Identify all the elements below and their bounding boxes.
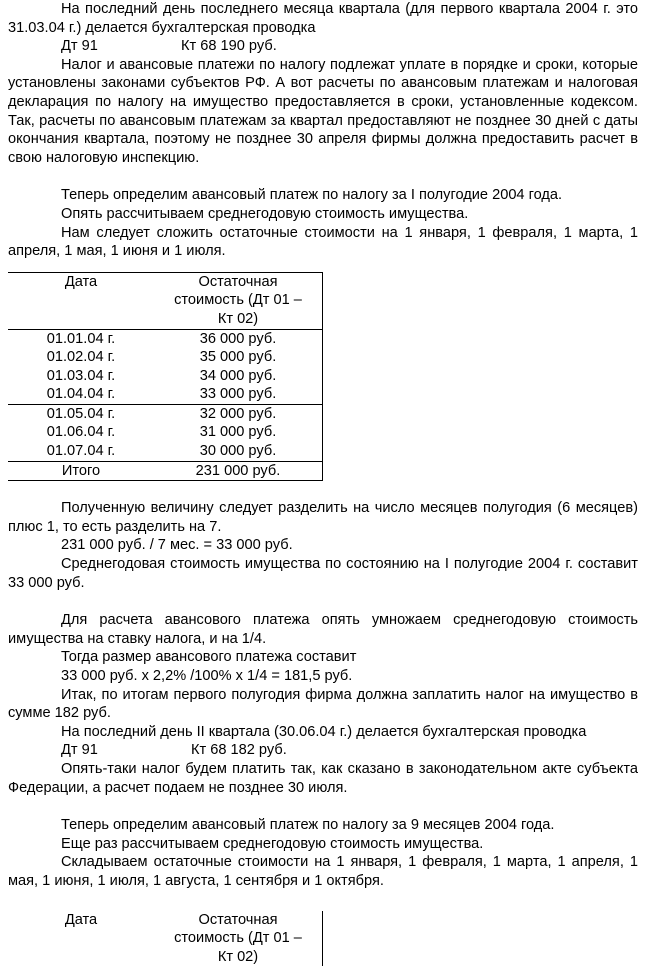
row-date: 01.06.04 г. <box>46 424 116 441</box>
posting-entry-q1 <box>8 37 638 56</box>
residual-value-table <box>8 272 323 482</box>
paragraph-recalc: Опять рассчитываем среднегодовую стоимость имущества. <box>61 205 469 222</box>
paragraph-half-year-total: Итак, по итогам первого полугодия фирма должна заплатить налог на имущество в сумме 182 руб. <box>8 686 638 722</box>
paragraph-payment-terms: Налог и авансовые платежи по налогу подлежат уплате в порядке и сроки, которые установлены законами субъектов РФ. А вот расчеты по авансовым платежам и налоговая декларация по налогу на имущество предоставляется в сроки, установленные кодексом. Так, расчеты по авансовым платежам за квартал предоставляют не позднее 30 дней с даты окончания квартала, поэтому не позднее 30 апреля фирмы должна предоставить расчет в свою налоговую инспекцию. <box>8 56 638 166</box>
table-total-row <box>8 461 323 481</box>
paragraph-sum-values-9m: Складываем остаточные стоимости на 1 января, 1 февраля, 1 марта, 1 апреля, 1 мая, 1 июня, 1 июля, 1 августа, 1 сентября и 1 октября. <box>8 854 638 889</box>
row-value: 32 000 руб. <box>199 405 277 422</box>
paragraph-posting-q2: На последний день II квартала (30.06.04 г.) делается бухгалтерская проводка <box>61 723 587 740</box>
spacer <box>8 592 638 611</box>
paragraph-posting-q1: На последний день последнего месяца квартала (для первого квартала 2004 г. это 31.03.04 г.) делается бухгалтерская проводка <box>8 1 638 36</box>
paragraph-sum-values: Нам следует сложить остаточные стоимости на 1 января, 1 февраля, 1 марта, 1 апреля, 1 мая, 1 июня и 1 июля. <box>8 224 638 260</box>
document-page <box>8 0 638 966</box>
header-value <box>154 911 323 967</box>
row-value: 36 000 руб. <box>199 330 277 347</box>
row-date: 01.07.04 г. <box>46 443 116 460</box>
row-date: 01.03.04 г. <box>46 367 116 384</box>
header-value-line2: стоимость (Дт 01 – <box>174 930 302 947</box>
table-row <box>8 404 323 423</box>
debit-account: Дт 91 <box>61 38 98 55</box>
formula-advance: 33 000 руб. х 2,2% /100% х 1/4 = 181,5 руб. <box>61 668 353 684</box>
credit-account: Кт 68 182 руб. <box>191 742 287 759</box>
paragraph-nine-months-heading: Теперь определим авансовый платеж по налогу за 9 месяцев 2004 года. <box>61 817 555 834</box>
header-value-line1: Остаточная <box>198 911 278 928</box>
header-value <box>154 272 323 329</box>
table-row <box>8 442 323 461</box>
table-row <box>8 367 323 386</box>
debit-account: Дт 91 <box>61 742 98 759</box>
total-value: 231 000 руб. <box>195 462 281 479</box>
row-value: 33 000 руб. <box>199 386 277 403</box>
paragraph-recalc-again: Еще раз рассчитываем среднегодовую стоимость имущества. <box>61 835 484 852</box>
table-row <box>8 348 323 367</box>
row-value: 35 000 руб. <box>199 349 277 366</box>
credit-account: Кт 68 190 руб. <box>181 38 277 55</box>
paragraph-advance-calc: Для расчета авансового платежа опять умножаем среднегодовую стоимость имущества на ставку налога, и на 1/4. <box>8 612 638 647</box>
paragraph-divide: Полученную величину следует разделить на число месяцев полугодия (6 месяцев) плюс 1, то есть разделить на 7. <box>8 500 638 535</box>
table-header-row <box>8 911 323 967</box>
residual-value-table-9m <box>8 911 323 967</box>
row-value: 30 000 руб. <box>199 443 277 460</box>
row-date: 01.02.04 г. <box>46 349 116 366</box>
header-value-line3: Кт 02) <box>217 948 259 965</box>
header-value-line3: Кт 02) <box>217 310 259 327</box>
header-date: Дата <box>64 911 98 928</box>
paragraph-advance-size: Тогда размер авансового платежа составит <box>61 649 357 666</box>
header-value-line1: Остаточная <box>198 273 278 290</box>
row-value: 34 000 руб. <box>199 367 277 384</box>
paragraph-average-result: Среднегодовая стоимость имущества по состоянию на I полугодие 2004 г. составит 33 000 руб. <box>8 556 638 591</box>
row-date: 01.04.04 г. <box>46 386 116 403</box>
row-value: 31 000 руб. <box>199 424 277 441</box>
table-row <box>8 423 323 442</box>
total-label: Итого <box>61 462 101 479</box>
table-row <box>8 329 323 348</box>
paragraph-payment-q2: Опять-таки налог будем платить так, как сказано в законодательном акте субъекта Федерации, а расчет подаем не позднее 30 июля. <box>8 760 638 796</box>
row-date: 01.01.04 г. <box>46 330 116 347</box>
row-date: 01.05.04 г. <box>46 405 116 422</box>
formula-average: 231 000 руб. / 7 мес. = 33 000 руб. <box>61 537 293 554</box>
posting-entry-q2 <box>8 741 638 760</box>
table-header-row <box>8 272 323 329</box>
paragraph-half-year-heading: Теперь определим авансовый платеж по налогу за I полугодие 2004 года. <box>61 187 563 204</box>
spacer <box>8 797 638 816</box>
spacer <box>8 167 638 186</box>
table-row <box>8 385 323 404</box>
header-value-line2: стоимость (Дт 01 – <box>174 292 302 309</box>
header-date: Дата <box>64 273 98 290</box>
